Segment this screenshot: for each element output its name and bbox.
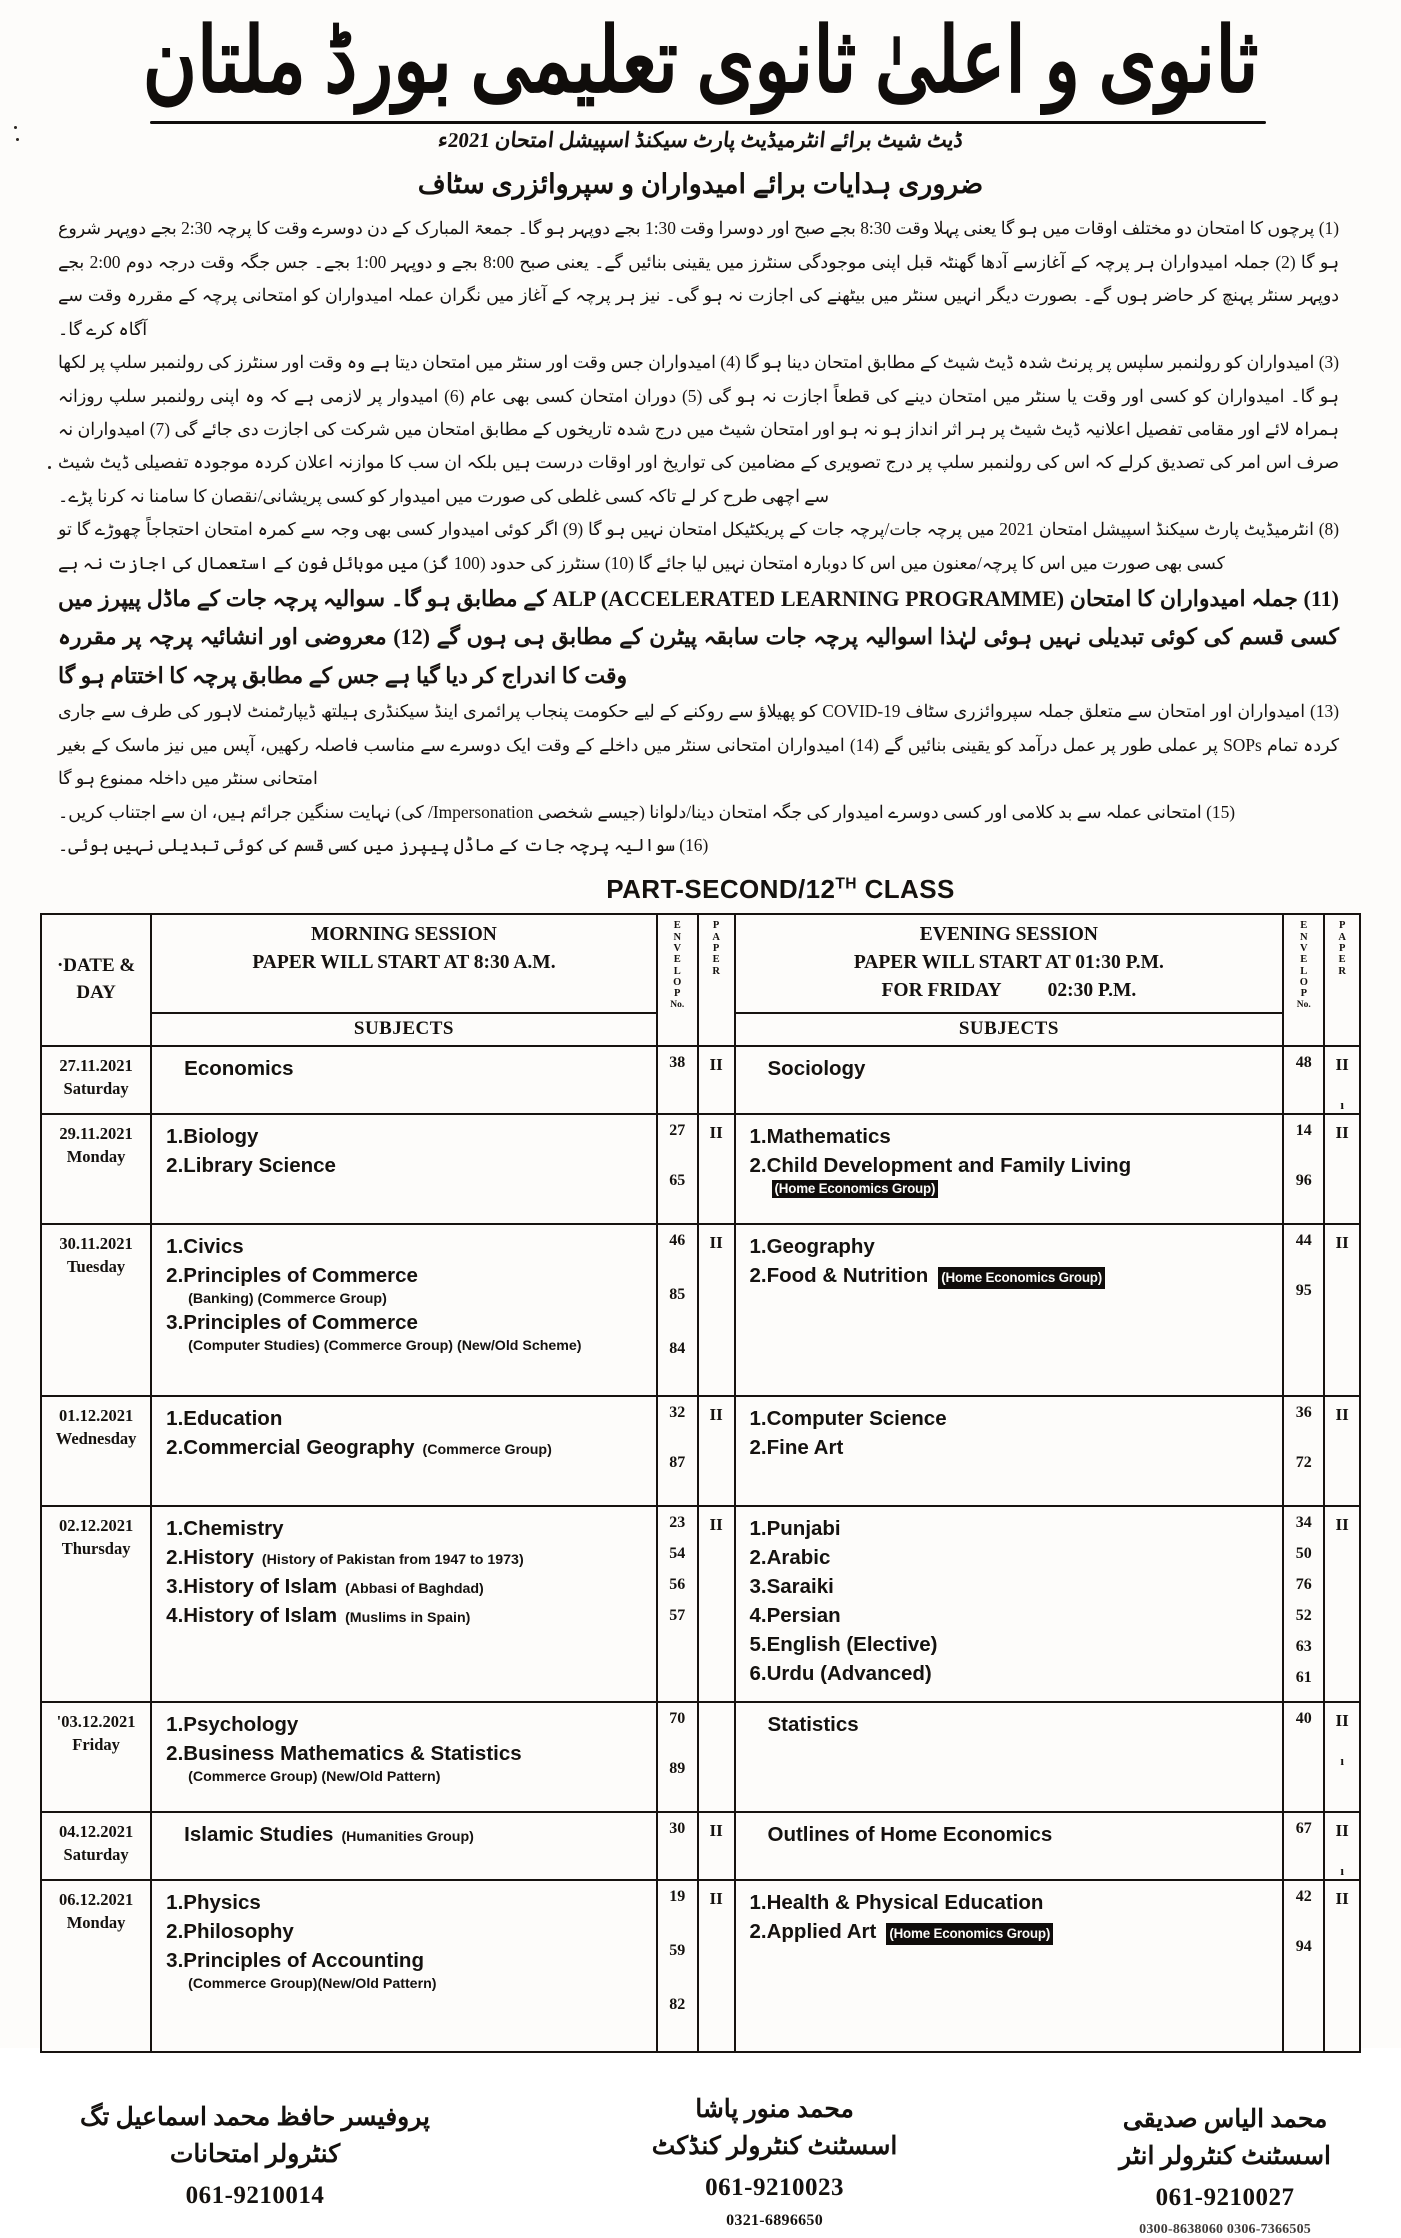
instruction-paragraph-2: (3) امیدواران کو رولنمبر سلپس پر پرنٹ شدہ ڈیٹ شیٹ کے مطابق امتحان دینا ہو گا (4) امیدواران جس وقت اور سنٹر میں امتحان دیتا ہے وہ وقت اور سنٹرز کی رولنمبر سلپ پر لکھا ہو گا۔ امیدواران کو کسی اور وقت یا سنٹر میں امتحان دینے کی قطعاً اجازت نہ ہو گی (5) دوران امتحان کسی بھی عام (6) امیدوار پر لازمی ہے کہ وہ اپنی رولنمبر سلپ روزانہ ہمراہ لائے اور مقامی تفصیل اعلانیہ ڈیٹ شیٹ پر ہر اثر انداز ہو نہ ہو اور امتحان شیٹ میں درج شدہ تاریخوں کے مطابق امتحان میں شرکت کی اجازت دی جائے گی (7) امیدواران نہ صرف اس امر کی تصدیق کرلے کہ اس کی رولنمبر سلپ پر درج تصویری کے مضامین کی تواریخ اور اوقات درست ہیں بلکہ ان سب کا موازنہ اعلان کردہ موجودہ تفصیلی ڈیٹ شیٹ سے اچھی طرح کر لے تاکہ کسی غلطی کی صورت میں امیدوار کو کسی پریشانی/نقصان کا سامنا نہ کرنا پڑے۔ [58, 352, 1339, 506]
envelope-number: 54 [669, 1544, 686, 1562]
envelope-number-cell [657, 1702, 698, 1812]
subject-name: 1.Computer Science [749, 1406, 947, 1430]
subject-name: 1.Health & Physical Education [749, 1890, 1044, 1914]
exam-date: 04.12.2021 [58, 1821, 134, 1841]
envelope-number: 95 [1295, 1281, 1312, 1299]
table-row [41, 1114, 1360, 1224]
exam-day: Friday [72, 1735, 120, 1755]
paper-number-cell [1324, 1396, 1360, 1506]
scan-artifact-dot [16, 138, 19, 141]
subject-name: 2.Arabic [749, 1545, 831, 1569]
subject-note-inline: (Abbasi of Baghdad) [345, 1580, 484, 1597]
instructions-block [58, 212, 1339, 862]
paper-number: II [709, 1122, 723, 1142]
envelope-number: 30 [669, 1819, 686, 1837]
session-subjects-cell [735, 1702, 1284, 1812]
envelope-number-cell [1283, 1702, 1324, 1812]
subject-line [166, 1917, 650, 1946]
subject-note-inline: (Commerce Group) [422, 1441, 552, 1458]
paper-number: II [1335, 1710, 1349, 1730]
subject-name: Statistics [767, 1712, 859, 1736]
subject-line [166, 1308, 650, 1337]
exam-date: 29.11.2021 [59, 1123, 133, 1143]
session-subjects-cell [735, 1046, 1284, 1114]
exam-date: 30.11.2021 [59, 1233, 133, 1253]
subject-name: Sociology [767, 1056, 866, 1080]
subject-name: 2.Library Science [166, 1153, 336, 1177]
table-row [41, 1396, 1360, 1506]
paper-number-cell [698, 1880, 735, 2052]
signatory-designation: کنٹرولر امتحانات [169, 2141, 341, 2169]
subject-line [750, 1820, 1277, 1849]
paper-number: II [709, 1054, 723, 1074]
subject-line [166, 1122, 650, 1151]
subject-name: Islamic Studies [184, 1822, 334, 1846]
subject-name: 2.Food & Nutrition [749, 1263, 929, 1287]
envelope-number: 34 [1295, 1513, 1312, 1531]
header-paper-evening: P A P E R [1324, 914, 1360, 1045]
paper-number: II [1335, 1514, 1349, 1534]
session-subjects-cell [735, 1812, 1284, 1880]
envelope-number: 46 [669, 1231, 686, 1249]
session-subjects-cell [735, 1506, 1284, 1702]
date-day-cell [41, 1046, 151, 1114]
header-evening-session [735, 914, 1284, 1012]
subject-name: 1.Biology [166, 1124, 259, 1148]
envelope-number: 32 [669, 1403, 686, 1421]
envelope-number-cell [1283, 1506, 1324, 1702]
envelope-number: 87 [669, 1453, 686, 1471]
paper-number: II [1335, 1404, 1349, 1424]
title-underline [150, 121, 1266, 124]
envelope-number-cell [1283, 1880, 1324, 2052]
paper-number-cell [1324, 1702, 1360, 1812]
subject-name: 1.Chemistry [166, 1516, 284, 1540]
signatory-block [652, 2091, 898, 2230]
subject-name: 2.Philosophy [166, 1919, 294, 1943]
subject-line [750, 1888, 1277, 1917]
envelope-number: 96 [1295, 1171, 1312, 1189]
envelope-number: 82 [669, 1995, 686, 2013]
subject-line [750, 1151, 1277, 1180]
paper-number-cell [698, 1224, 735, 1396]
table-row [41, 1880, 1360, 2052]
table-header-row-1 [41, 914, 1360, 1012]
paper-number-cell [1324, 1224, 1360, 1396]
envelope-number: 40 [1295, 1709, 1312, 1727]
paper-number: II [1335, 1054, 1349, 1074]
envelope-number-cell [657, 1506, 698, 1702]
envelope-number: 89 [669, 1759, 686, 1777]
subject-name: 1.Physics [166, 1890, 261, 1914]
part-title [40, 874, 1361, 905]
board-title: ثانوی و اعلیٰ ثانوی تعلیمی بورڈ ملتان [142, 12, 1259, 113]
instruction-paragraph-5: (13) امیدواران اور امتحان سے متعلق جملہ سپروائزری سٹاف COVID-19 کو پھیلاؤ سے روکنے کے لیے حکومت پنجاب پرائمری اینڈ سیکنڈری ہیلتھ ڈیپارٹمنٹ لاہور کی طرف سے جاری کردہ تمام SOPs پر عملی طور پر عمل درآمد کو یقینی بنائیں گے (14) امیدواران امتحانی سنٹر میں داخلے کے وقت ایک دوسرے سے مناسب فاصلہ رکھیں، آپس میں نیز ماسک کے بغیر امتحانی سنٹر میں داخلہ ممنوع ہو گا [58, 701, 1339, 789]
subject-note-below: (Computer Studies) (Commerce Group) (New/Old Scheme) [188, 1338, 582, 1355]
part-title-suffix: CLASS [856, 874, 955, 905]
envelope-number: 65 [669, 1171, 686, 1189]
session-subjects-cell [151, 1114, 657, 1224]
paper-tick-mark: ı [1340, 1862, 1344, 1878]
signatory-phone: 061-9210027 [1155, 2183, 1295, 2211]
signatory-block [80, 2099, 430, 2210]
header-evening-line3 [740, 977, 1279, 1005]
envelope-number: 59 [669, 1941, 686, 1959]
subject-name: 1.Geography [749, 1234, 875, 1258]
header-morning-line1: MORNING SESSION [311, 924, 497, 946]
envelope-number: 57 [669, 1606, 686, 1624]
exam-date: 01.12.2021 [58, 1405, 134, 1425]
envelope-number-cell [657, 1880, 698, 2052]
envelope-number: 19 [669, 1887, 686, 1905]
subject-name: 2.Child Development and Family Living [749, 1153, 1132, 1177]
session-subjects-cell [151, 1880, 657, 2052]
table-row [41, 1702, 1360, 1812]
table-row [41, 1046, 1360, 1114]
signatory-phone: 061-9210023 [705, 2173, 844, 2201]
subject-line [750, 1054, 1277, 1083]
exam-day: Thursday [61, 1539, 131, 1559]
envelope-number: 70 [669, 1709, 686, 1727]
exam-day: Saturday [63, 1079, 129, 1099]
header-evening-line2: PAPER WILL START AT 01:30 P.M. [853, 952, 1164, 974]
header-friday-time: 02:30 P.M. [1047, 979, 1137, 1001]
date-day-cell [41, 1880, 151, 2052]
instruction-paragraph-6: (15) امتحانی عملہ سے بد کلامی اور کسی دوسرے امیدوار کی جگہ امتحان دینا/دلوانا (جیسے شخصی Impersonation/ کی) نہایت سنگین جرائم ہیں، ان سے اجتناب کریں۔ [58, 801, 1236, 822]
paper-number-cell [698, 1812, 735, 1880]
signatory-name: محمد منور پاشا [695, 2095, 854, 2123]
subject-line [750, 1261, 1277, 1290]
exam-day: Wednesday [55, 1429, 137, 1449]
subject-name: Outlines of Home Economics [767, 1822, 1053, 1846]
subject-line [166, 1404, 650, 1433]
paper-number-cell [1324, 1812, 1360, 1880]
envelope-number: 23 [669, 1513, 686, 1531]
subject-name: 4.History of Islam [166, 1603, 338, 1627]
exam-day: Monday [66, 1147, 126, 1167]
session-subjects-cell [151, 1702, 657, 1812]
envelope-number: 56 [669, 1575, 686, 1593]
exam-schedule-table [40, 913, 1361, 2052]
paper-tick-mark: ı [1340, 1096, 1344, 1112]
envelope-number: 14 [1295, 1121, 1312, 1139]
instruction-paragraph-4: (11) جملہ امیدواران کا امتحان ALP (ACCELERATED LEARNING PROGRAMME) کے مطابق ہو گا۔ سوالیہ پرچہ جات کے ماڈل پیپرز میں کسی قسم کی کوئی تبدیلی نہیں ہوئی لہٰذا اسوالیہ پرچہ جات سابقہ پیٹرن کے مطابق ہی ہوں گے (12) معروضی اور انشائیہ پرچہ پر مقررہ وقت کا اندراج کر دیا گیا ہے جس کے مطابق پرچہ کا اختتام ہو گا [58, 585, 1339, 688]
subject-line [750, 1514, 1277, 1543]
subject-line [166, 1946, 650, 1975]
paper-number-cell [698, 1046, 735, 1114]
subject-line [166, 1151, 650, 1180]
paper-number-cell [698, 1506, 735, 1702]
subject-name: 2.Business Mathematics & Statistics [166, 1741, 522, 1765]
paper-number: II [709, 1888, 723, 1908]
paper-number-cell [1324, 1880, 1360, 2052]
envelope-number-cell [1283, 1812, 1324, 1880]
envelope-number: 67 [1295, 1819, 1312, 1837]
subject-line [750, 1404, 1277, 1433]
subject-name: 6.Urdu (Advanced) [749, 1662, 932, 1686]
session-subjects-cell [151, 1812, 657, 1880]
header-morning-line2: PAPER WILL START AT 8:30 A.M. [252, 952, 556, 974]
session-subjects-cell [151, 1396, 657, 1506]
exam-date: 02.12.2021 [58, 1515, 134, 1535]
subject-line [750, 1122, 1277, 1151]
envelope-number: 42 [1295, 1887, 1312, 1905]
paper-number: II [709, 1514, 723, 1534]
date-day-cell [41, 1396, 151, 1506]
exam-day: Tuesday [67, 1257, 126, 1277]
paper-tick-mark: ı [1340, 1752, 1344, 1768]
subject-name: 3.History of Islam [166, 1574, 338, 1598]
date-day-cell [41, 1506, 151, 1702]
paper-number: II [1335, 1888, 1349, 1908]
subject-line [166, 1739, 650, 1768]
envelope-number: 50 [1295, 1544, 1312, 1562]
part-title-ordinal: TH [835, 875, 857, 893]
group-highlight-badge: (Home Economics Group) [772, 1180, 939, 1198]
envelope-number: 52 [1295, 1606, 1312, 1624]
paper-number-cell [1324, 1046, 1360, 1114]
subject-name: 2.Principles of Commerce [166, 1263, 418, 1287]
subject-name: 2.Fine Art [749, 1435, 844, 1459]
group-highlight-badge: (Home Economics Group) [938, 1267, 1105, 1289]
exam-date: '03.12.2021 [56, 1711, 136, 1731]
paper-number: II [709, 1820, 723, 1840]
paper-number-cell [698, 1396, 735, 1506]
envelope-number-cell [657, 1396, 698, 1506]
session-subjects-cell [151, 1224, 657, 1396]
header-friday-label: FOR FRIDAY [881, 979, 1002, 1001]
envelope-number-cell [1283, 1046, 1324, 1114]
table-head [41, 914, 1360, 1045]
header-subjects-evening: SUBJECTS [735, 1013, 1284, 1046]
subject-line [750, 1572, 1277, 1601]
table-row [41, 1224, 1360, 1396]
subject-line [166, 1888, 650, 1917]
date-day-cell [41, 1224, 151, 1396]
session-subjects-cell [735, 1224, 1284, 1396]
subject-line [750, 1710, 1277, 1739]
document-subtitle: ڈیٹ شیٹ برائے انٹرمیڈیٹ پارٹ سیکنڈ اسپیشل امتحان 2021ء [436, 128, 965, 153]
group-highlight-badge: (Home Economics Group) [886, 1923, 1053, 1945]
envelope-number: 27 [669, 1121, 686, 1139]
scan-artifact-dot [14, 126, 17, 129]
header-date-day [41, 914, 151, 1045]
envelope-number: 72 [1295, 1453, 1312, 1471]
subject-name: 3.Principles of Accounting [166, 1948, 424, 1972]
subject-note-inline: (Muslims in Spain) [345, 1609, 471, 1626]
envelope-number: 85 [669, 1285, 686, 1303]
subject-line [166, 1232, 650, 1261]
subject-line [166, 1601, 650, 1630]
header-morning-session [151, 914, 657, 1012]
subject-note-below: (Commerce Group)(New/Old Pattern) [188, 1975, 437, 1992]
subject-name: 2.Applied Art [749, 1919, 877, 1943]
subject-name: 2.Commercial Geography [166, 1435, 415, 1459]
session-subjects-cell [151, 1506, 657, 1702]
session-subjects-cell [735, 1114, 1284, 1224]
envelope-number: 84 [669, 1339, 686, 1357]
subject-note-inline: (History of Pakistan from 1947 to 1973) [261, 1551, 524, 1568]
subject-line [166, 1054, 650, 1083]
subject-name: 3.Principles of Commerce [166, 1311, 418, 1335]
subject-line [166, 1261, 650, 1290]
paper-number-cell [1324, 1114, 1360, 1224]
subject-line [166, 1572, 650, 1601]
envelope-number: 61 [1295, 1668, 1312, 1686]
envelope-number-cell [1283, 1396, 1324, 1506]
signatory-name: پروفیسر حافظ محمد اسماعیل تگ [80, 2103, 430, 2131]
header-paper-morning: P A P E R [698, 914, 735, 1045]
envelope-number-cell [657, 1812, 698, 1880]
signatory-mobile-numbers: 0321-6896650 [726, 2211, 824, 2229]
session-subjects-cell [735, 1396, 1284, 1506]
session-subjects-cell [735, 1880, 1284, 2052]
table-row [41, 1812, 1360, 1880]
exam-day: Saturday [63, 1845, 129, 1865]
paper-number-cell [698, 1702, 735, 1812]
envelope-number: 36 [1295, 1403, 1312, 1421]
date-day-cell [41, 1702, 151, 1812]
exam-date: 06.12.2021 [58, 1889, 134, 1909]
footer-signatures [80, 2095, 1331, 2238]
subject-line [166, 1433, 650, 1462]
envelope-number: 94 [1295, 1937, 1312, 1955]
header-date-day-line1: ·DATE & [56, 955, 136, 977]
subject-name: 1.Education [166, 1406, 283, 1430]
paper-number: II [1335, 1122, 1349, 1142]
table-body [41, 1046, 1360, 2052]
envelope-number: 76 [1295, 1575, 1312, 1593]
header-envelope-no-morning: E N V E L O P No. [657, 914, 698, 1045]
instruction-paragraph-1: (1) پرچوں کا امتحان دو مختلف اوقات میں ہو گا یعنی پہلا وقت 8:30 بجے صبح اور دوسرا وقت 1:30 بجے دوپہر ہو گا۔ جمعۃ المبارک کے دن دوسرے وقت کا پرچہ 2:30 بجے دوپہر شروع ہو گا (2) جملہ امیدواران ہر پرچہ کے آغازسے آدھا گھنٹہ قبل اپنی موجودگی سنٹرز میں یقینی بنائیں گے۔ یعنی صبح 8:00 بجے و دوپہر 1:00 بجے۔ جس جگہ وقت درجہ دوم 2:00 بجے دوپہر سنٹر پہنچ کر حاضر ہوں گے۔ بصورت دیگر انہیں سنٹر میں بیٹھنے کی اجازت نہ ہو گی۔ نیز ہر پرچہ کے آغاز میں نگران عملہ امیدواران کو امتحانی پرچہ کے مقررہ وقت سے آگاہ کرے گا۔ [58, 218, 1340, 339]
exam-date: 27.11.2021 [59, 1055, 133, 1075]
header-evening-line1: EVENING SESSION [919, 924, 1099, 946]
paper-number: II [1335, 1232, 1349, 1252]
subject-name: 4.Persian [749, 1603, 841, 1627]
subject-line [750, 1433, 1277, 1462]
envelope-number-cell [657, 1046, 698, 1114]
exam-day: Monday [66, 1913, 126, 1933]
subject-line [166, 1514, 650, 1543]
envelope-number-cell [1283, 1114, 1324, 1224]
subject-line [166, 1710, 650, 1739]
signatory-name: محمد الیاس صدیقی [1122, 2105, 1328, 2133]
header-subjects-morning: SUBJECTS [151, 1013, 657, 1046]
subject-name: 1.Mathematics [749, 1124, 891, 1148]
paper-number-cell [1324, 1506, 1360, 1702]
signatory-block [1119, 2101, 1331, 2238]
subject-note-below: (Banking) (Commerce Group) [188, 1290, 387, 1307]
signatory-designation: اسسٹنٹ کنٹرولر کنڈکٹ [651, 2133, 898, 2161]
scan-artifact-dot [48, 466, 51, 469]
session-subjects-cell [151, 1046, 657, 1114]
subject-name: 1.Punjabi [749, 1516, 841, 1540]
subject-line [750, 1543, 1277, 1572]
date-day-cell [41, 1812, 151, 1880]
paper-number-cell [698, 1114, 735, 1224]
date-day-cell [41, 1114, 151, 1224]
subject-note-inline: (Humanities Group) [341, 1828, 474, 1845]
envelope-number: 44 [1295, 1231, 1312, 1249]
envelope-number: 48 [1295, 1053, 1312, 1071]
subject-name: 3.Saraiki [749, 1574, 834, 1598]
header-date-day-line2: DAY [76, 982, 116, 1003]
paper-number: II [709, 1232, 723, 1252]
envelope-number: 38 [669, 1053, 686, 1071]
subject-line [750, 1917, 1277, 1946]
table-row [41, 1506, 1360, 1702]
instructions-heading: ضروری ہدایات برائے امیدواران و سپروائزری سٹاف [417, 169, 984, 200]
subject-name: 1.Civics [166, 1234, 244, 1258]
subject-line [750, 1659, 1277, 1688]
header-envelope-no-evening: E N V E L O P No. [1283, 914, 1324, 1045]
envelope-number: 63 [1295, 1637, 1312, 1655]
subject-name: 5.English (Elective) [749, 1632, 938, 1656]
subject-name: 2.History [166, 1545, 254, 1569]
subject-note-below: (Commerce Group) (New/Old Pattern) [188, 1768, 441, 1785]
subject-name: Economics [184, 1056, 294, 1080]
paper-number: II [1335, 1820, 1349, 1840]
subject-line [166, 1820, 650, 1849]
envelope-number-cell [657, 1224, 698, 1396]
paper-number: II [709, 1404, 723, 1424]
group-highlight-wrapper [750, 1180, 1277, 1198]
signatory-mobile-numbers: 0300-8638060 0306-7366505 [1139, 2221, 1311, 2237]
signatory-designation: اسسٹنٹ کنٹرولر انٹر [1119, 2143, 1331, 2171]
subject-line [750, 1630, 1277, 1659]
envelope-number-cell [1283, 1224, 1324, 1396]
subject-name: 1.Psychology [166, 1712, 299, 1736]
instruction-paragraph-3: (8) انٹرمیڈیٹ پارٹ سیکنڈ اسپیشل امتحان 2021 میں پرچہ جات/پرچہ جات کے پریکٹیکل امتحان نہیں ہو گا (9) اگر کوئی امیدوار کسی بھی وجہ سے کمرہ امتحان احتجاجاً چھوڑے گا تو کسی بھی صورت میں اس کا پرچہ/معنون میں اس کا دوبارہ امتحان نہیں لیا جائے گا (10) سنٹرز کی حدود (100 گز) میں موبائل فون کے استعمال کی اجازت نہ ہے [58, 519, 1339, 573]
envelope-number-cell [657, 1114, 698, 1224]
subject-line [750, 1601, 1277, 1630]
subject-line [750, 1232, 1277, 1261]
part-title-prefix: PART-SECOND/12 [606, 874, 836, 905]
signatory-phone: 061-9210014 [185, 2181, 325, 2209]
instruction-paragraph-7: (16) سوالیہ پرچہ جات کے ماڈل پیپرز میں کسی قسم کی کوئی تبدیلی نہیں ہوئی۔ [58, 835, 709, 856]
subject-line [166, 1543, 650, 1572]
